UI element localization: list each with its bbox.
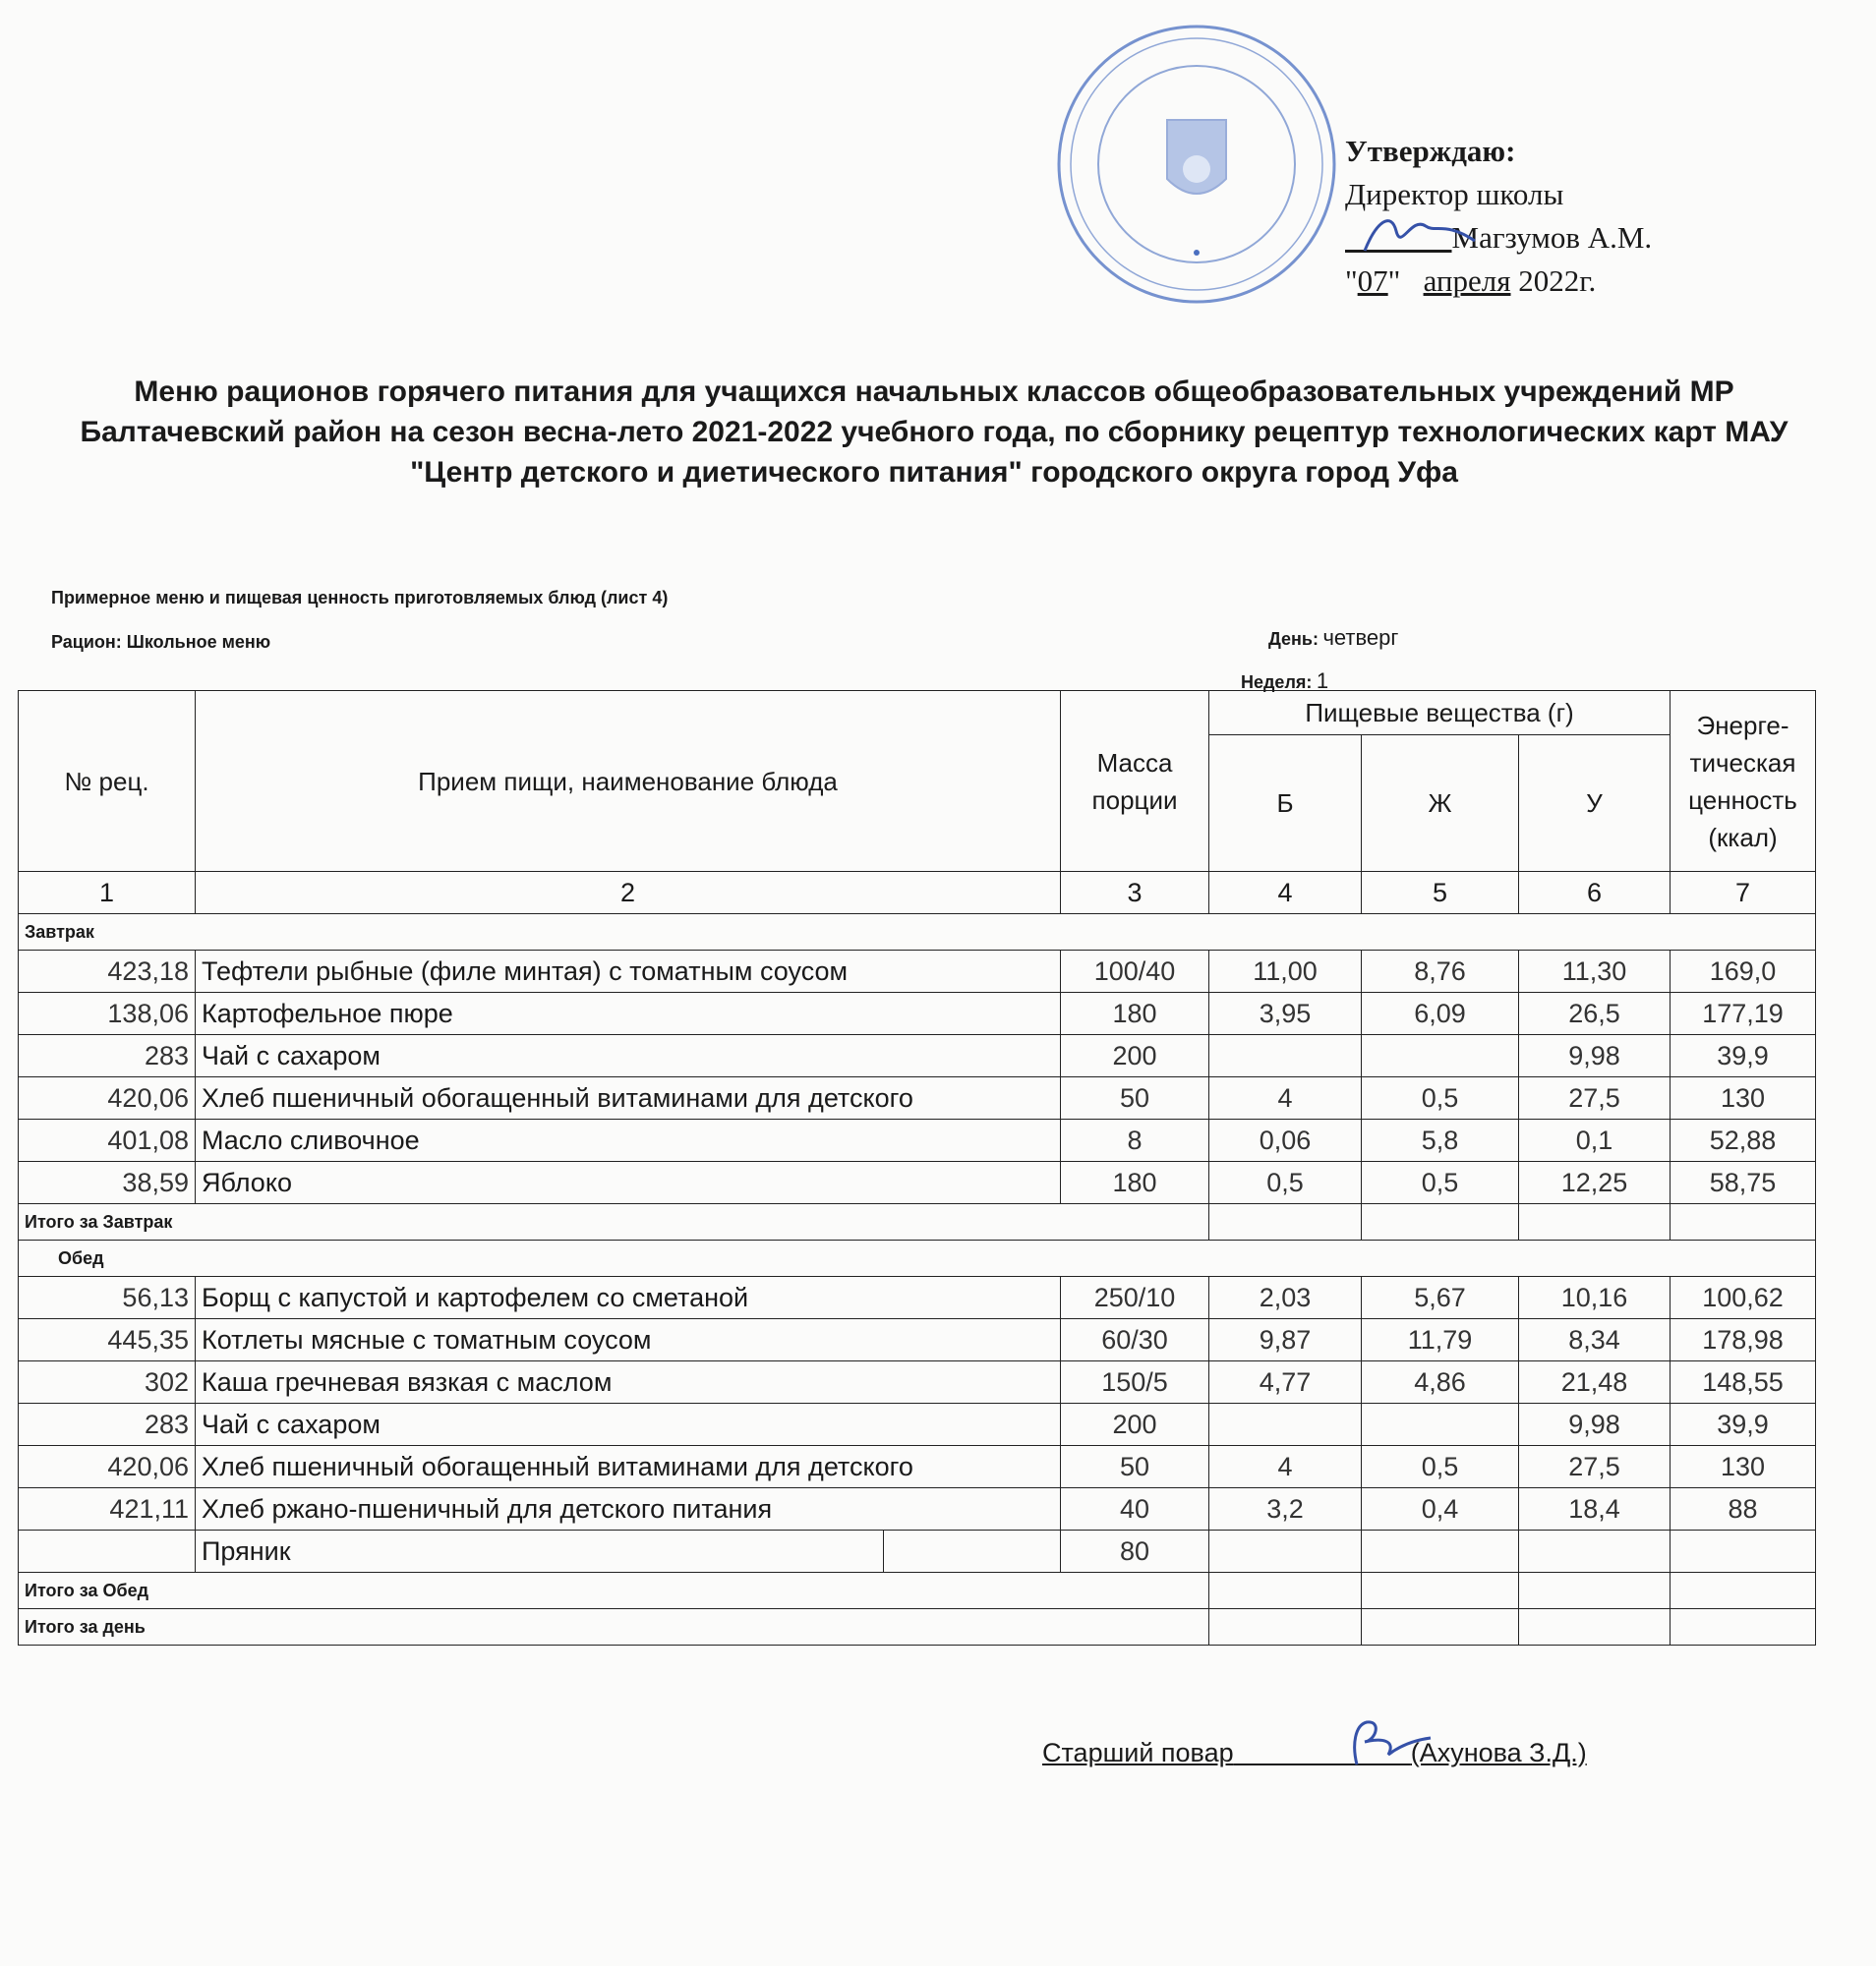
recipe-number: 423,18 bbox=[19, 951, 196, 993]
cook-signature bbox=[1327, 1710, 1436, 1769]
protein-value: 4 bbox=[1209, 1077, 1362, 1120]
dish-mass: 50 bbox=[1061, 1446, 1209, 1488]
dish-name: Хлеб ржано-пшеничный для детского питания bbox=[196, 1488, 1061, 1531]
table-row bbox=[19, 1488, 1816, 1531]
dish-name: Чай с сахаром bbox=[196, 1035, 1061, 1077]
energy-value: 88 bbox=[1671, 1488, 1816, 1531]
protein-value: 3,2 bbox=[1209, 1488, 1362, 1531]
lunch-total-row bbox=[19, 1573, 1816, 1609]
cook-name: (Ахунова З.Д.) bbox=[1410, 1738, 1587, 1767]
breakfast-rows bbox=[19, 951, 1816, 1204]
day-value: четверг bbox=[1322, 625, 1399, 650]
protein-value: 9,87 bbox=[1209, 1319, 1362, 1361]
fat-value: 8,76 bbox=[1362, 951, 1519, 993]
header-nutrients: Пищевые вещества (г) bbox=[1209, 691, 1671, 735]
table-row bbox=[19, 951, 1816, 993]
fat-value: 0,5 bbox=[1362, 1077, 1519, 1120]
header-rec: № рец. bbox=[19, 691, 196, 872]
dish-mass: 200 bbox=[1061, 1404, 1209, 1446]
lunch-rows bbox=[19, 1277, 1816, 1531]
approval-name: Магзумов А.М. bbox=[1451, 220, 1653, 255]
energy-value: 177,19 bbox=[1671, 993, 1816, 1035]
fat-value: 0,5 bbox=[1362, 1446, 1519, 1488]
table-row bbox=[19, 993, 1816, 1035]
header-b: Б bbox=[1209, 735, 1362, 872]
carb-value: 26,5 bbox=[1519, 993, 1671, 1035]
protein-value: 4,77 bbox=[1209, 1361, 1362, 1404]
protein-value: 2,03 bbox=[1209, 1277, 1362, 1319]
carb-value: 11,30 bbox=[1519, 951, 1671, 993]
recipe-number: 401,08 bbox=[19, 1120, 196, 1162]
header-zh: Ж bbox=[1362, 735, 1519, 872]
official-stamp bbox=[1054, 22, 1339, 307]
carb-value: 21,48 bbox=[1519, 1361, 1671, 1404]
dish-mass: 50 bbox=[1061, 1077, 1209, 1120]
ration-line bbox=[51, 632, 270, 653]
approval-year: 2022г. bbox=[1518, 263, 1597, 298]
energy-value: 39,9 bbox=[1671, 1035, 1816, 1077]
header-energy: Энерге-тическая ценность (ккал) bbox=[1671, 691, 1816, 872]
dish-name: Хлеб пшеничный обогащенный витаминами для детского bbox=[196, 1077, 1061, 1120]
director-signature bbox=[1357, 202, 1485, 270]
header-dish: Прием пищи, наименование блюда bbox=[196, 691, 1061, 872]
energy-value: 58,75 bbox=[1671, 1162, 1816, 1204]
dish-mass: 40 bbox=[1061, 1488, 1209, 1531]
table-row bbox=[19, 1446, 1816, 1488]
breakfast-total-label: Итого за Завтрак bbox=[19, 1204, 1209, 1241]
table-row bbox=[19, 1531, 1816, 1573]
fat-value: 4,86 bbox=[1362, 1361, 1519, 1404]
table-row bbox=[19, 1361, 1816, 1404]
breakfast-total-row bbox=[19, 1204, 1816, 1241]
energy-value: 39,9 bbox=[1671, 1404, 1816, 1446]
protein-value bbox=[1209, 1035, 1362, 1077]
energy-value: 169,0 bbox=[1671, 951, 1816, 993]
fat-value: 6,09 bbox=[1362, 993, 1519, 1035]
approval-heading: Утверждаю: bbox=[1345, 134, 1516, 168]
table-row bbox=[19, 1162, 1816, 1204]
fat-value: 11,79 bbox=[1362, 1319, 1519, 1361]
fat-value: 0,5 bbox=[1362, 1162, 1519, 1204]
col-number: 2 bbox=[196, 872, 1061, 914]
fat-value bbox=[1362, 1404, 1519, 1446]
dish-name: Яблоко bbox=[196, 1162, 1061, 1204]
menu-table bbox=[18, 690, 1816, 1646]
col-number: 5 bbox=[1362, 872, 1519, 914]
col-number: 1 bbox=[19, 872, 196, 914]
table-row bbox=[19, 1035, 1816, 1077]
col-number: 4 bbox=[1209, 872, 1362, 914]
protein-value: 0,06 bbox=[1209, 1120, 1362, 1162]
carb-value: 12,25 bbox=[1519, 1162, 1671, 1204]
page-title: Меню рационов горячего питания для учащихся начальных классов общеобразовательных учреждений МР Балтачевский район на сезон весна-лето 2021-2022 учебного года, по сборнику рецептур технологических карт МАУ "Центр детского и диетического питания" городского округа город Уфа bbox=[80, 376, 1788, 489]
ration-value: Школьное меню bbox=[126, 632, 271, 652]
energy-value: 178,98 bbox=[1671, 1319, 1816, 1361]
carb-value: 9,98 bbox=[1519, 1035, 1671, 1077]
energy-value: 130 bbox=[1671, 1077, 1816, 1120]
week-label: Неделя: bbox=[1241, 672, 1313, 692]
protein-value: 3,95 bbox=[1209, 993, 1362, 1035]
recipe-number: 138,06 bbox=[19, 993, 196, 1035]
table-row bbox=[19, 1077, 1816, 1120]
breakfast-label: Завтрак bbox=[19, 914, 1816, 951]
day-line bbox=[1268, 625, 1398, 651]
fat-value: 5,8 bbox=[1362, 1120, 1519, 1162]
dish-name: Пряник bbox=[196, 1531, 884, 1573]
carb-value: 27,5 bbox=[1519, 1446, 1671, 1488]
day-total-row bbox=[19, 1609, 1816, 1646]
dish-mass: 180 bbox=[1061, 993, 1209, 1035]
recipe-number: 420,06 bbox=[19, 1446, 196, 1488]
section-row bbox=[19, 1241, 1816, 1277]
day-label: День: bbox=[1268, 629, 1319, 649]
header-mass: Масса порции bbox=[1061, 691, 1209, 872]
energy-value: 130 bbox=[1671, 1446, 1816, 1488]
dish-mass: 8 bbox=[1061, 1120, 1209, 1162]
week-value: 1 bbox=[1316, 668, 1329, 693]
col-number: 3 bbox=[1061, 872, 1209, 914]
dish-name: Масло сливочное bbox=[196, 1120, 1061, 1162]
protein-value bbox=[1209, 1404, 1362, 1446]
dish-mass: 150/5 bbox=[1061, 1361, 1209, 1404]
dish-name: Тефтели рыбные (филе минтая) с томатным соусом bbox=[196, 951, 1061, 993]
approval-date: "07" апреля 2022г. bbox=[1345, 263, 1597, 298]
recipe-number: 421,11 bbox=[19, 1488, 196, 1531]
lunch-total-label: Итого за Обед bbox=[19, 1573, 1209, 1609]
carb-value: 8,34 bbox=[1519, 1319, 1671, 1361]
sheet-caption: Примерное меню и пищевая ценность приготовляемых блюд (лист 4) bbox=[51, 588, 669, 607]
recipe-number: 283 bbox=[19, 1035, 196, 1077]
day-total-label: Итого за день bbox=[19, 1609, 1209, 1646]
approval-month: апреля bbox=[1423, 263, 1511, 298]
section-row bbox=[19, 914, 1816, 951]
header-row bbox=[19, 691, 1816, 735]
carb-value: 27,5 bbox=[1519, 1077, 1671, 1120]
table-row bbox=[19, 1319, 1816, 1361]
dish-mass: 200 bbox=[1061, 1035, 1209, 1077]
dish-name: Хлеб пшеничный обогащенный витаминами для детского bbox=[196, 1446, 1061, 1488]
carb-value: 10,16 bbox=[1519, 1277, 1671, 1319]
energy-value: 148,55 bbox=[1671, 1361, 1816, 1404]
dish-name: Котлеты мясные с томатным соусом bbox=[196, 1319, 1061, 1361]
dish-name: Картофельное пюре bbox=[196, 993, 1061, 1035]
recipe-number: 420,06 bbox=[19, 1077, 196, 1120]
dish-mass: 80 bbox=[1061, 1531, 1209, 1573]
recipe-number: 38,59 bbox=[19, 1162, 196, 1204]
dish-mass: 60/30 bbox=[1061, 1319, 1209, 1361]
cook-label: Старший повар bbox=[1042, 1738, 1234, 1767]
lunch-label: Обед bbox=[19, 1241, 1816, 1277]
cook-signature-line bbox=[1042, 1738, 1587, 1768]
fat-value bbox=[1362, 1035, 1519, 1077]
recipe-number: 302 bbox=[19, 1361, 196, 1404]
dish-mass: 250/10 bbox=[1061, 1277, 1209, 1319]
ration-label: Рацион: bbox=[51, 632, 122, 652]
table-row bbox=[19, 1404, 1816, 1446]
fat-value: 0,4 bbox=[1362, 1488, 1519, 1531]
column-number-row bbox=[19, 872, 1816, 914]
protein-value: 4 bbox=[1209, 1446, 1362, 1488]
energy-value: 52,88 bbox=[1671, 1120, 1816, 1162]
approval-position: Директор школы bbox=[1345, 177, 1564, 211]
fat-value: 5,67 bbox=[1362, 1277, 1519, 1319]
recipe-number: 56,13 bbox=[19, 1277, 196, 1319]
dish-name: Борщ с капустой и картофелем со сметаной bbox=[196, 1277, 1061, 1319]
dish-name: Чай с сахаром bbox=[196, 1404, 1061, 1446]
carb-value: 18,4 bbox=[1519, 1488, 1671, 1531]
dish-mass: 180 bbox=[1061, 1162, 1209, 1204]
approval-day: 07 bbox=[1357, 263, 1388, 298]
protein-value: 0,5 bbox=[1209, 1162, 1362, 1204]
col-number: 6 bbox=[1519, 872, 1671, 914]
header-u: У bbox=[1519, 735, 1671, 872]
dish-name: Каша гречневая вязкая с маслом bbox=[196, 1361, 1061, 1404]
table-row bbox=[19, 1277, 1816, 1319]
table-row bbox=[19, 1120, 1816, 1162]
recipe-number: 283 bbox=[19, 1404, 196, 1446]
protein-value: 11,00 bbox=[1209, 951, 1362, 993]
carb-value: 0,1 bbox=[1519, 1120, 1671, 1162]
col-number: 7 bbox=[1671, 872, 1816, 914]
energy-value: 100,62 bbox=[1671, 1277, 1816, 1319]
dish-mass: 100/40 bbox=[1061, 951, 1209, 993]
carb-value: 9,98 bbox=[1519, 1404, 1671, 1446]
recipe-number: 445,35 bbox=[19, 1319, 196, 1361]
